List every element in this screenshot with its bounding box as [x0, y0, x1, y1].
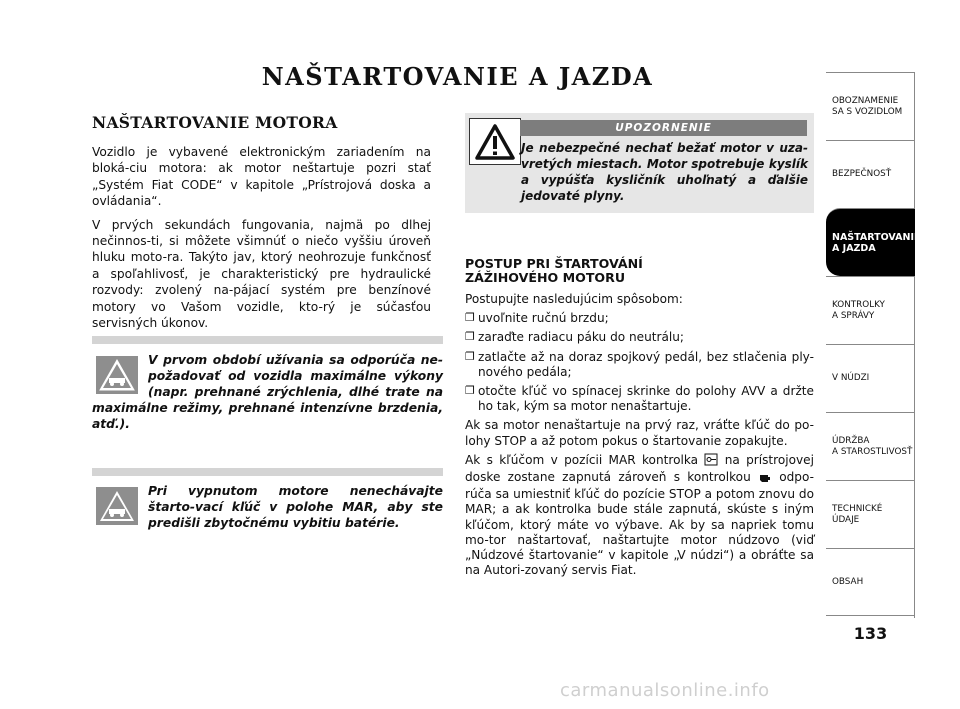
car-warning-icon — [96, 356, 138, 394]
tab-label: A SPRÁVY — [832, 310, 875, 321]
warning-light-paragraph — [465, 453, 814, 579]
left-column — [92, 144, 431, 331]
warning-text-body: Je nebezpečné nechať bežať motor v uza-vretých miestach. Motor spotrebuje kyslík a vypúšťa kysličník uhoľnatý a ďalšie jedovaté plyny. — [521, 141, 808, 203]
key-warning-icon — [704, 453, 718, 470]
checkbox-bullet-icon: ❐ — [465, 384, 475, 398]
list-item-text: zatlačte až na doraz spojkový pedál, bez stlačenia ply-nového pedála; — [478, 349, 814, 379]
list-item — [465, 330, 814, 345]
list-item — [465, 384, 814, 414]
list-item-text: zaraďte radiacu páku do neutrálu; — [478, 330, 684, 345]
tab-label: ÚDRŽBA — [832, 435, 870, 446]
warning-label: UPOZORNENIE — [520, 120, 807, 136]
divider — [92, 468, 443, 476]
tab-oboznamenie[interactable] — [826, 72, 915, 140]
checkbox-bullet-icon: ❐ — [465, 349, 475, 363]
list-item — [465, 350, 814, 380]
procedure-title-line2: ZÁŽIHOVÉHO MOTORU — [465, 270, 626, 285]
tab-kontrolky[interactable] — [826, 276, 915, 344]
page-number: 133 — [853, 624, 888, 643]
note-key-mar — [92, 483, 443, 531]
retry-paragraph: Ak sa motor nenaštartuje na prvý raz, vráťte kľúč do po-lohy STOP a až potom pokus o štartovanie zopakujte. — [465, 418, 814, 448]
tab-label: NAŠTARTOVANIE — [832, 231, 921, 243]
engine-check-icon — [758, 471, 772, 487]
tab-label: BEZPEČNOSŤ — [832, 169, 892, 179]
list-item-text: uvoľnite ručnú brzdu; — [478, 311, 609, 326]
tab-label: A JAZDA — [832, 242, 876, 254]
note-break-in-text: V prvom období užívania sa odporúča ne-požadovať od vozidla maximálne výkony (napr. prehnané zrýchlenia, dlhé trate na maximálne režimy, prehnané intenzívne brzdenia, atď.). — [92, 353, 443, 431]
list-item — [465, 311, 814, 326]
tab-v-nudzi[interactable] — [826, 344, 915, 412]
procedure-body — [465, 292, 814, 582]
tab-bezpecnost[interactable] — [826, 140, 915, 208]
section-title: NAŠTARTOVANIE MOTORA — [92, 113, 338, 132]
tab-label: OBSAH — [832, 576, 864, 587]
watermark: carmanualsonline.info — [560, 680, 770, 701]
page-title: NAŠTARTOVANIE A JAZDA — [261, 62, 654, 91]
checkbox-bullet-icon: ❐ — [465, 311, 475, 325]
paragraph-part: na prístrojovej doske zostane zapnutá zároveň s kontrolkou — [465, 452, 814, 485]
tab-label: OBOZNAMENIE — [832, 95, 899, 106]
tab-label: KONTROLKY — [832, 299, 885, 310]
divider — [92, 336, 443, 344]
paragraph-part: odpo-rúča sa umiestniť kľúč do pozície STOP a potom znovu do MAR; a ak kontrolka bude stále zapnutá, skúste s iným kľúčom, ktorý máte vo výbave. Ak by sa napriek tomu mo-tor naštartovať, naštartujte motor núdzovo (viď „Núdzové štartovanie“ v kapitole „V núdzi“) a obráťte sa na Autori-zovaný servis Fiat. — [465, 470, 814, 578]
procedure-intro: Postupujte nasledujúcim spôsobom: — [465, 292, 683, 306]
intro-paragraph: Vozidlo je vybavené elektronickým zariadením na bloká-ciu motora: ak motor neštartuje pozri stať „Systém Fiat CODE“ v kapitole „Prístrojová doska a ovládania“. — [92, 145, 431, 209]
paragraph-part: Ak s kľúčom v pozícii MAR kontrolka — [465, 452, 699, 467]
note-break-in — [92, 352, 443, 432]
tab-label: V NÚDZI — [832, 373, 870, 383]
tab-nastartovanie[interactable] — [826, 208, 921, 276]
noise-paragraph: V prvých sekundách fungovania, najmä po dlhej nečinnos-ti, si môžete všimnúť o niečo vyššiu úroveň hluku moto-ra. Takýto jav, ktorý neohrozuje funkčnosť a spoľahlivosť, je charakteristický pre hydraulické rozvody: zvolený na-pájací systém pre benzínové motory vo Vašom vozidle, kto-rý je súčasťou servisných úkonov. — [92, 217, 431, 331]
tab-technicke[interactable] — [826, 480, 915, 548]
note-key-mar-text: Pri vypnutom motore nenechávajte štarto-vací kľúč v polohe MAR, aby ste predišli zbytočnému vybitiu batérie. — [148, 484, 443, 530]
tab-udrzba[interactable] — [826, 412, 915, 480]
list-item-text: otočte kľúč vo spínacej skrinke do polohy AVV a držte ho tak, kým sa motor nenaštartuje. — [478, 384, 814, 414]
tab-label: SA S VOZIDLOM — [832, 106, 903, 117]
tab-obsah[interactable] — [826, 548, 915, 616]
warning-text — [468, 140, 808, 204]
tab-label: ÚDAJE — [832, 514, 860, 525]
tab-label: TECHNICKÉ — [832, 503, 883, 514]
checkbox-bullet-icon: ❐ — [465, 330, 475, 344]
tab-label: A STAROSTLIVOSŤ — [832, 446, 913, 457]
warning-box — [465, 113, 814, 213]
procedure-title — [465, 257, 814, 285]
car-warning-icon — [96, 487, 138, 525]
procedure-title-line1: POSTUP PRI ŠTARTOVÁNÍ — [465, 256, 643, 271]
